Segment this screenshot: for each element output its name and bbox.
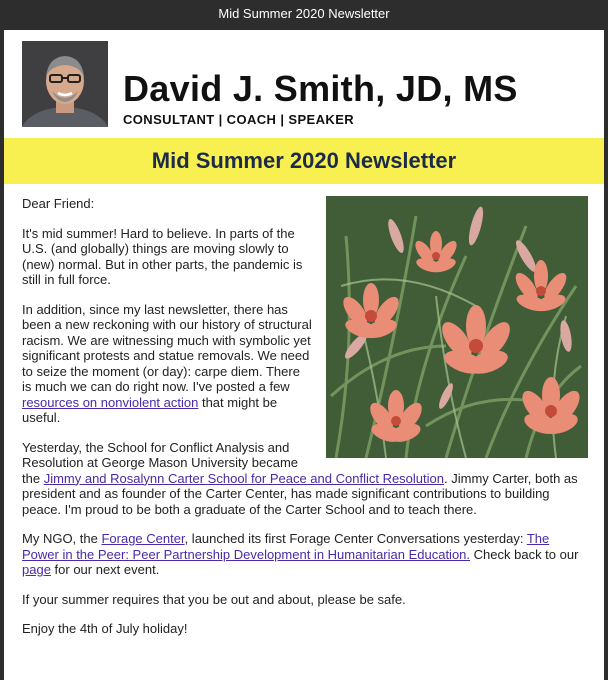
forage-page-link[interactable]: page [22, 562, 51, 577]
paragraph-text: , launched its first Forage Center Conversations yesterday: [184, 531, 527, 546]
paragraph-text: Check back to our [470, 546, 579, 562]
paragraph-safety: If your summer requires that you be out and about, please be safe. [22, 591, 406, 607]
window-title: Mid Summer 2020 Newsletter [0, 0, 608, 28]
newsletter-content [22, 196, 588, 651]
author-tagline: CONSULTANT | COACH | SPEAKER [123, 112, 355, 127]
paragraph-text: that might be useful. [22, 394, 278, 425]
banner-title: Mid Summer 2020 Newsletter [151, 148, 457, 173]
paragraph-intro: It's mid summer! Hard to believe. In parts of the U.S. (and globally) things are moving slowly to (new) normal. But in other parts, the pandemic is still in full force. [22, 225, 303, 287]
paragraph-holiday: Enjoy the 4th of July holiday! [22, 621, 188, 636]
author-name: David J. Smith, JD, MS [123, 68, 518, 109]
newsletter-page [4, 30, 604, 680]
newsletter-banner [4, 138, 604, 184]
nonviolent-action-link[interactable]: resources on nonviolent action [22, 394, 199, 410]
newsletter-header [4, 30, 604, 138]
daylily-flower-photo [326, 196, 588, 458]
paragraph-text: In addition, since my last newsletter, there has been a new reckoning with our history of structural racism. We are witnessing much with symbolic yet significant protests and statue removals. We need to seize the moment (or day): carpe diem. There is much we can do right now. I've posted a few [22, 301, 312, 394]
power-in-the-peer-link[interactable]: The Power in the Peer: Peer Partnership Development in Humanitarian Education. [22, 531, 550, 562]
paragraph-text: Yesterday, the School for Conflict Analysis and Resolution at George Mason University became the [22, 439, 299, 486]
paragraph-text: My NGO, the [22, 531, 102, 546]
paragraph-text: . Jimmy Carter, both as president and as founder of the Carter Center, has made significant contributions to building peace. I'm proud to be both a graduate of the Carter School and to teach there. [22, 470, 578, 517]
forage-center-link[interactable]: Forage Center [101, 531, 185, 546]
carter-school-link[interactable]: Jimmy and Rosalynn Carter School for Peace and Conflict Resolution [43, 470, 444, 486]
greeting: Dear Friend: [22, 196, 95, 211]
paragraph-forage [22, 531, 588, 578]
paragraph-text: for our next event. [50, 562, 160, 577]
author-photo [22, 41, 108, 127]
